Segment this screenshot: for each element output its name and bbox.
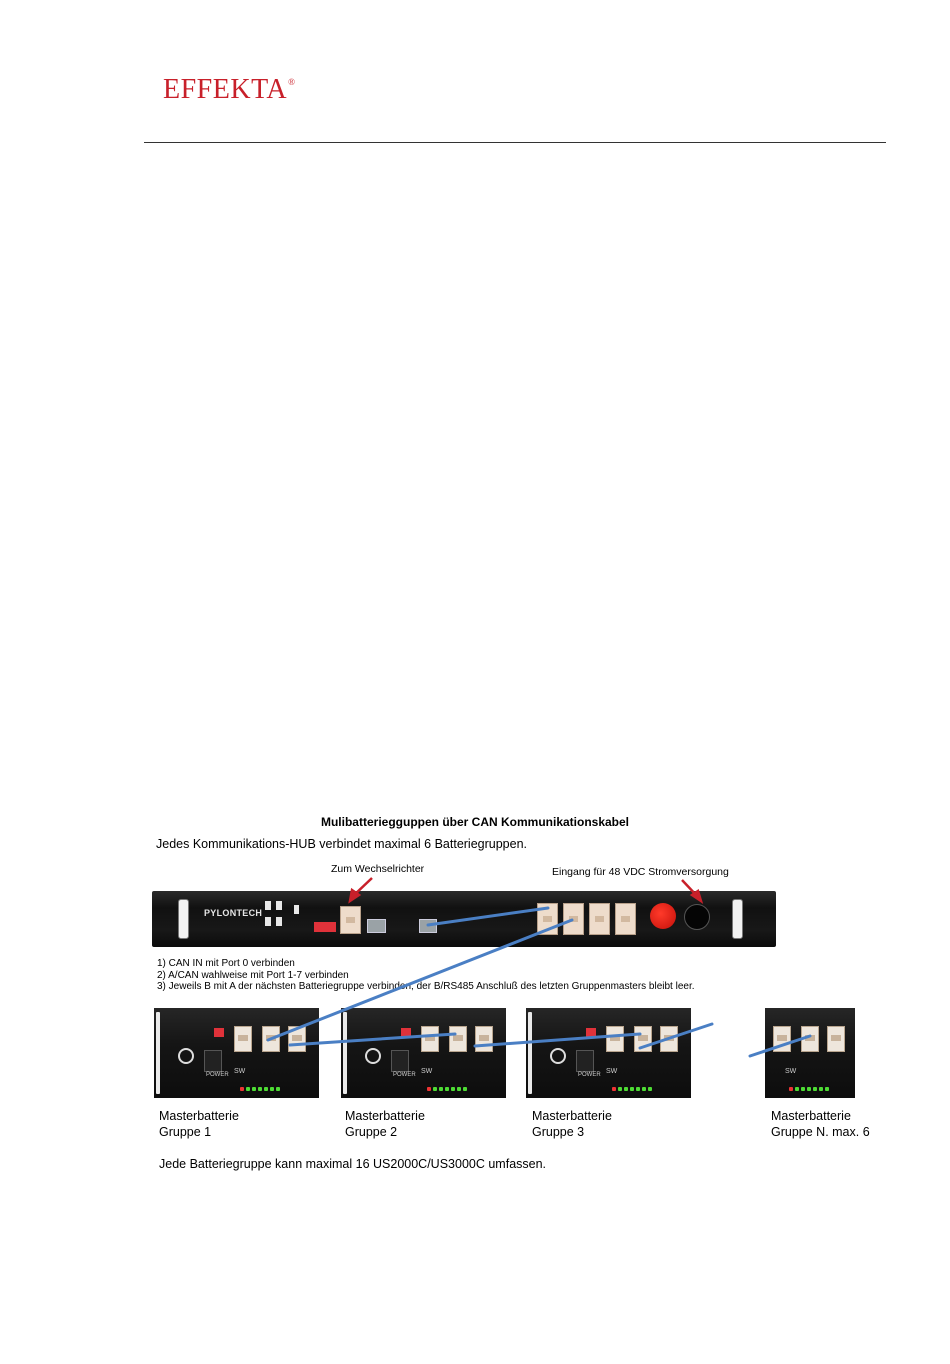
cable-can-in-to-port-0: [428, 908, 548, 925]
caption-line: Masterbatterie: [532, 1109, 612, 1123]
caption-line: Masterbatterie: [159, 1109, 239, 1123]
callout-inverter: Zum Wechselrichter: [331, 863, 425, 875]
caption-line: Gruppe N. max. 6: [771, 1125, 870, 1139]
footnote: Jede Batteriegruppe kann maximal 16 US2000C/US3000C umfassen.: [159, 1157, 547, 1171]
cable-port-1-to-battery-1: [268, 920, 572, 1040]
figure-subtitle: Jedes Kommunikations-HUB verbindet maximal 6 Batteriegruppen.: [156, 837, 528, 851]
cable-battery-1-to-battery-2: [290, 1034, 455, 1045]
caption-battery-n: [771, 1108, 870, 1140]
caption-battery-1: [159, 1108, 239, 1140]
cable-battery-3-to-next: [640, 1024, 712, 1048]
hub-brand-logo: PYLONTECH: [204, 908, 263, 918]
caption-line: Masterbatterie: [771, 1109, 851, 1123]
step-1: 1) CAN IN mit Port 0 verbinden: [157, 958, 295, 969]
battery-sw-label: SW: [785, 1068, 797, 1075]
caption-line: Gruppe 3: [532, 1125, 585, 1139]
battery-power-label: POWER: [206, 1072, 229, 1078]
caption-battery-3: [532, 1108, 612, 1140]
step-3: 3) Jeweils B mit A der nächsten Batteriegruppe verbinden; der B/RS485 Anschluß des letzten Gruppenmasters bleibt leer.: [157, 981, 695, 992]
cable-to-battery-n: [750, 1036, 810, 1056]
registered-mark: ®: [288, 77, 296, 87]
step-2: 2) A/CAN wahlweise mit Port 1-7 verbinden: [157, 969, 349, 981]
caption-line: Gruppe 1: [159, 1125, 212, 1139]
caption-line: Masterbatterie: [345, 1109, 425, 1123]
caption-line: Gruppe 2: [345, 1125, 398, 1139]
battery-sw-label: SW: [234, 1068, 246, 1075]
figure-title: Mulibatteriegguppen über CAN Kommunikationskabel: [320, 815, 630, 829]
battery-power-label: POWER: [393, 1072, 416, 1078]
battery-sw-label: SW: [421, 1068, 433, 1075]
callout-power-input: Eingang für 48 VDC Stromversorgung: [552, 866, 729, 878]
logo-text: EFFEKTA: [163, 74, 288, 105]
cable-battery-2-to-battery-3: [475, 1034, 640, 1046]
battery-power-label: POWER: [578, 1072, 601, 1078]
battery-sw-label: SW: [606, 1068, 618, 1075]
caption-battery-2: [345, 1108, 425, 1140]
